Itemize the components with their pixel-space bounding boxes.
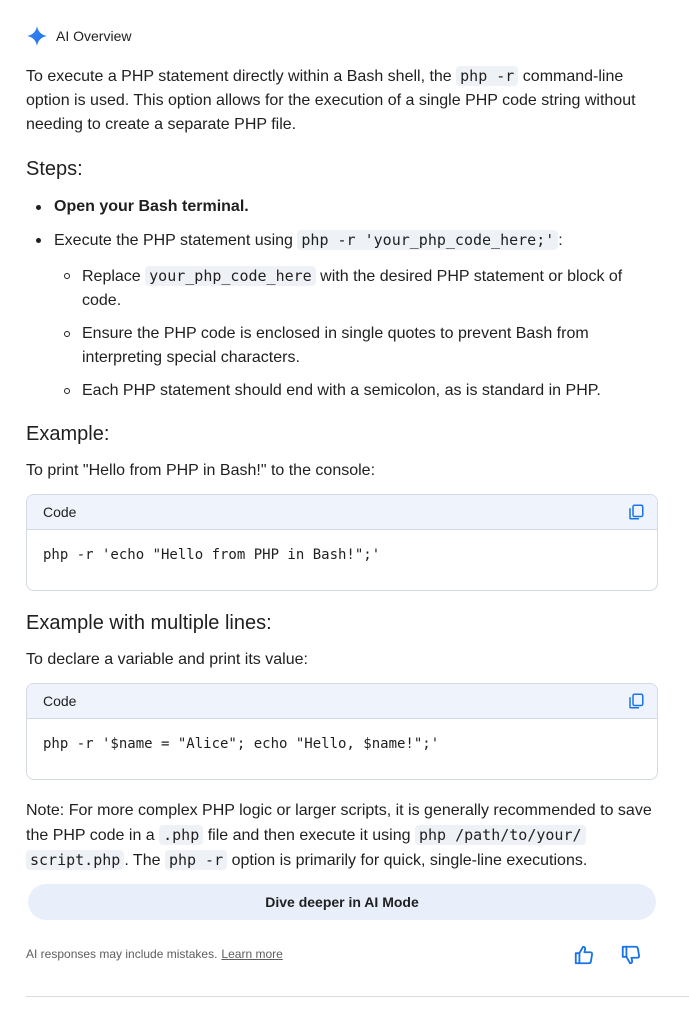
sub-steps-list [54, 264, 658, 403]
code-block [26, 494, 658, 591]
sparkle-icon [26, 25, 48, 47]
inline-code: php -r 'your_php_code_here;' [297, 230, 558, 250]
thumbs-down-icon[interactable] [620, 944, 642, 966]
ai-overview-header [26, 25, 131, 47]
inline-code: script.php [26, 850, 124, 870]
list-item: Each PHP statement should end with a semicolon, as is standard in PHP. [54, 379, 658, 403]
example-heading: Example: [26, 423, 110, 445]
copy-icon[interactable] [627, 503, 645, 521]
example-multi-heading: Example with multiple lines: [26, 612, 272, 634]
ai-overview-title: AI Overview [56, 28, 132, 44]
inline-code: php -r [165, 850, 227, 870]
inline-code: your_php_code_here [145, 266, 316, 286]
inline-code: php /path/to/your/ [415, 825, 586, 845]
learn-more-link[interactable]: Learn more [221, 947, 283, 961]
list-item: Open your Bash terminal. [26, 195, 658, 219]
dive-deeper-button[interactable]: Dive deeper in AI Mode [28, 884, 656, 920]
code-block-header [27, 684, 657, 719]
code-text: php -r 'echo "Hello from PHP in Bash!";' [43, 547, 381, 563]
code-block-header [27, 495, 657, 530]
note-paragraph: Note: For more complex PHP logic or larger scripts, it is generally recommended to save the PHP code in a .php file and then execute it using php /path/to/your/ script.php . The php -r option is primarily for quick, single-line executions. [26, 802, 652, 869]
example-text: To print "Hello from PHP in Bash!" to the console: [26, 462, 376, 479]
code-label: Code [43, 504, 77, 520]
disclaimer: AI responses may include mistakes. Learn more [26, 947, 283, 961]
list-item: Ensure the PHP code is enclosed in single quotes to prevent Bash from interpreting special characters. [54, 322, 658, 370]
inline-code: php -r [456, 66, 518, 86]
code-label: Code [43, 693, 77, 709]
example-multi-text: To declare a variable and print its value: [26, 651, 308, 668]
divider [26, 996, 689, 997]
copy-icon[interactable] [627, 692, 645, 710]
steps-heading: Steps: [26, 158, 83, 180]
code-text: php -r '$name = "Alice"; echo "Hello, $name!";' [43, 736, 440, 752]
steps-list [26, 195, 658, 403]
code-block [26, 683, 658, 780]
intro-paragraph: To execute a PHP statement directly within a Bash shell, the php -r command-line option is used. This option allows for the execution of a single PHP code string without needing to create a separate PHP file. [26, 67, 636, 133]
inline-code: .php [159, 825, 203, 845]
list-item: Execute the PHP statement using php -r 'your_php_code_here;' : Replace your_php_code_here with the desired PHP statement or block of code. Ensure the PHP code is enclosed in single quotes to prevent Bash from interpreting special characters. Each PHP statement should end with a semicolon, as is standard in PHP. [26, 228, 658, 403]
list-item: Replace your_php_code_here with the desired PHP statement or block of code. [54, 264, 658, 313]
thumbs-up-icon[interactable] [573, 944, 595, 966]
